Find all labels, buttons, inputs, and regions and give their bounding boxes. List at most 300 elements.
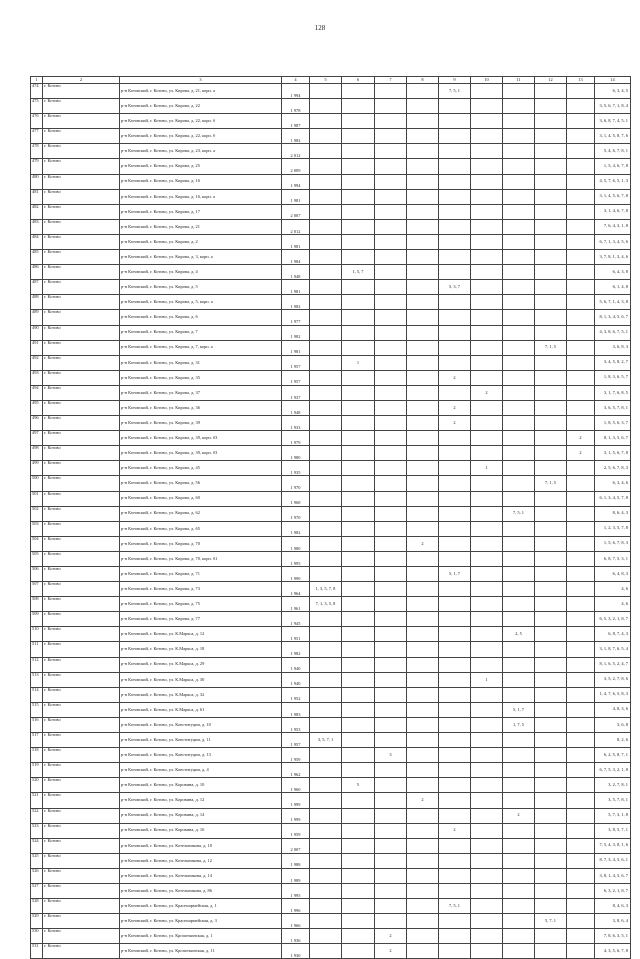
table-cell — [535, 174, 567, 189]
table-cell — [535, 853, 567, 868]
table-cell — [535, 461, 567, 476]
table-cell — [471, 99, 503, 114]
table-row — [31, 778, 631, 793]
table-row — [31, 883, 631, 898]
table-cell — [407, 84, 439, 99]
table-cell — [439, 929, 471, 944]
table-cell — [310, 370, 342, 385]
table-cell: р-н Котовский, г. Котово, ул. Кирова, д. 16 — [120, 174, 282, 189]
table-cell: р-н Котовский, г. Котово, ул. Кирова, д. 65 — [120, 521, 282, 536]
table-cell: 480 — [31, 174, 43, 189]
table-cell — [471, 823, 503, 838]
table-cell: 3, 1, 7, 6, 8, 5 — [595, 385, 631, 400]
table-row — [31, 114, 631, 129]
table-cell: 5, 7, 1 — [535, 914, 567, 929]
table-row — [31, 400, 631, 415]
column-header: 12 — [535, 77, 567, 84]
table-cell: г. Котово — [43, 114, 120, 129]
table-cell: 4, 3, 5, 6, 7, 8 — [595, 944, 631, 959]
table-cell: 2 012 — [282, 219, 310, 234]
table-row — [31, 506, 631, 521]
table-cell: 3, 1, 8, 7, 6, 5, 4 — [595, 642, 631, 657]
table-cell: г. Котово — [43, 868, 120, 883]
table-cell — [342, 612, 375, 627]
table-cell — [375, 778, 407, 793]
table-cell: г. Котово — [43, 189, 120, 204]
table-cell — [342, 385, 375, 400]
table-cell — [439, 536, 471, 551]
table-cell — [310, 672, 342, 687]
table-cell — [439, 385, 471, 400]
table-cell: 482 — [31, 204, 43, 219]
table-row — [31, 129, 631, 144]
table-cell: 5, 4, 6, 7, 8, 1 — [595, 144, 631, 159]
table-cell: 1 982 — [282, 129, 310, 144]
table-cell: 494 — [31, 385, 43, 400]
table-cell: 7, 6, 4, 3, 1, 8 — [595, 219, 631, 234]
table-cell: 1 999 — [282, 793, 310, 808]
table-cell — [471, 310, 503, 325]
table-cell — [310, 506, 342, 521]
table-cell: г. Котово — [43, 853, 120, 868]
table-cell: 1 959 — [282, 748, 310, 763]
table-cell — [535, 717, 567, 732]
table-cell: 519 — [31, 763, 43, 778]
table-cell — [439, 597, 471, 612]
table-cell — [407, 687, 439, 702]
table-cell: 2 009 — [282, 159, 310, 174]
table-cell — [310, 84, 342, 99]
table-cell — [503, 778, 535, 793]
table-cell: 1 952 — [282, 687, 310, 702]
table-cell: р-н Котовский, г. Котово, ул. К.Маркса, д. 18 — [120, 642, 282, 657]
table-cell — [342, 672, 375, 687]
table-row — [31, 340, 631, 355]
table-cell — [342, 657, 375, 672]
table-cell: 1 980 — [282, 536, 310, 551]
table-cell — [342, 506, 375, 521]
table-cell — [567, 84, 595, 99]
table-cell: г. Котово — [43, 627, 120, 642]
table-cell: 483 — [31, 219, 43, 234]
table-cell — [535, 868, 567, 883]
table-cell — [407, 778, 439, 793]
table-cell — [535, 687, 567, 702]
table-cell: г. Котово — [43, 687, 120, 702]
table-row — [31, 385, 631, 400]
table-cell: 531 — [31, 944, 43, 959]
table-cell — [503, 748, 535, 763]
table-cell — [342, 476, 375, 491]
table-row — [31, 853, 631, 868]
table-cell: 477 — [31, 129, 43, 144]
table-row — [31, 748, 631, 763]
table-cell — [439, 883, 471, 898]
table-cell — [342, 174, 375, 189]
table-cell: г. Котово — [43, 400, 120, 415]
table-cell — [471, 506, 503, 521]
table-cell — [567, 250, 595, 265]
table-cell — [471, 491, 503, 506]
table-cell — [342, 702, 375, 717]
table-cell — [535, 582, 567, 597]
table-cell: 7, 5, 1 — [503, 506, 535, 521]
table-row — [31, 567, 631, 582]
table-cell — [342, 295, 375, 310]
table-cell: 1 966 — [282, 914, 310, 929]
table-cell — [439, 702, 471, 717]
table-cell: 5 — [342, 778, 375, 793]
table-cell: 525 — [31, 853, 43, 868]
table-cell: 490 — [31, 325, 43, 340]
table-cell — [439, 340, 471, 355]
table-cell — [407, 129, 439, 144]
table-cell: 3, 5, 7, 8, 1 — [595, 793, 631, 808]
table-cell — [535, 567, 567, 582]
table-row — [31, 476, 631, 491]
table-cell — [439, 431, 471, 446]
table-cell — [342, 446, 375, 461]
table-cell — [503, 476, 535, 491]
table-cell — [503, 204, 535, 219]
table-cell — [310, 551, 342, 566]
table-cell — [535, 204, 567, 219]
table-cell — [310, 853, 342, 868]
table-cell — [407, 159, 439, 174]
table-cell: 1 962 — [282, 763, 310, 778]
table-cell — [375, 793, 407, 808]
table-cell — [535, 310, 567, 325]
table-cell — [503, 763, 535, 778]
table-cell — [567, 385, 595, 400]
table-row — [31, 582, 631, 597]
table-cell — [535, 778, 567, 793]
table-cell — [535, 325, 567, 340]
table-cell — [342, 868, 375, 883]
table-cell — [407, 899, 439, 914]
table-cell — [535, 219, 567, 234]
table-cell — [375, 370, 407, 385]
table-cell: 485 — [31, 250, 43, 265]
table-cell: 496 — [31, 416, 43, 431]
table-cell — [407, 929, 439, 944]
table-cell — [342, 204, 375, 219]
table-cell — [567, 687, 595, 702]
table-cell — [535, 536, 567, 551]
table-cell: 3, 8, 5, 7, 1 — [595, 823, 631, 838]
table-cell: 4, 3, 8, 6, 7, 5, 1 — [595, 325, 631, 340]
table-cell — [471, 129, 503, 144]
table-cell — [471, 627, 503, 642]
table-cell: р-н Котовский, г. Котово, ул. Кирова, д. 73 — [120, 582, 282, 597]
table-cell — [310, 416, 342, 431]
table-cell — [342, 491, 375, 506]
table-cell: 8, 7, 3, 4, 5, 6, 1 — [595, 853, 631, 868]
table-cell: 497 — [31, 431, 43, 446]
table-cell — [375, 84, 407, 99]
table-cell: 4, 6 — [595, 597, 631, 612]
table-cell: 4, 8, 3, 6 — [595, 702, 631, 717]
table-cell: 495 — [31, 400, 43, 415]
table-cell: г. Котово — [43, 431, 120, 446]
table-cell: г. Котово — [43, 823, 120, 838]
table-cell — [503, 733, 535, 748]
table-cell — [310, 431, 342, 446]
table-cell — [535, 551, 567, 566]
table-cell — [567, 355, 595, 370]
table-cell: г. Котово — [43, 883, 120, 898]
table-cell — [471, 717, 503, 732]
table-cell: р-н Котовский, г. Котово, ул. Кирова, д. 39, корп. б3 — [120, 446, 282, 461]
table-cell — [310, 144, 342, 159]
table-cell — [407, 325, 439, 340]
table-cell: 521 — [31, 793, 43, 808]
table-cell: 1, 5, 6, 7, 8, 3 — [595, 536, 631, 551]
table-cell: р-н Котовский, г. Котово, ул. Кирова, д. 70 — [120, 536, 282, 551]
table-cell — [407, 582, 439, 597]
table-row — [31, 733, 631, 748]
table-cell — [567, 189, 595, 204]
table-cell — [375, 491, 407, 506]
table-row — [31, 84, 631, 99]
table-cell: 3, 5, 6, 7, 1, 8, 4 — [595, 99, 631, 114]
table-cell: 1 983 — [282, 702, 310, 717]
table-cell: 1 957 — [282, 733, 310, 748]
table-cell — [535, 883, 567, 898]
table-cell — [375, 627, 407, 642]
table-cell — [471, 325, 503, 340]
table-cell — [535, 416, 567, 431]
table-cell: 1 980 — [282, 446, 310, 461]
table-cell — [503, 868, 535, 883]
table-cell — [310, 717, 342, 732]
table-cell — [535, 189, 567, 204]
table-cell — [471, 748, 503, 763]
table-cell — [407, 461, 439, 476]
table-cell: 3, 6, 8, 3 — [595, 340, 631, 355]
table-cell: 6, 7, 1, 3, 4, 5, 6 — [595, 234, 631, 249]
table-cell: р-н Котовский, г. Котово, ул. Кирова, д. 16, корп. а — [120, 189, 282, 204]
table-cell — [439, 310, 471, 325]
table-cell — [375, 853, 407, 868]
table-row — [31, 944, 631, 959]
table-cell: г. Котово — [43, 808, 120, 823]
table-cell — [375, 838, 407, 853]
table-cell: 529 — [31, 914, 43, 929]
table-cell: 1 989 — [282, 868, 310, 883]
table-cell: р-н Котовский, г. Котово, ул. Кирова, д. 21 — [120, 219, 282, 234]
table-cell — [503, 370, 535, 385]
table-cell — [567, 280, 595, 295]
table-cell: 2 007 — [282, 838, 310, 853]
table-cell: 6, 1, 4, 8 — [595, 280, 631, 295]
table-row — [31, 914, 631, 929]
table-cell — [535, 431, 567, 446]
table-cell: 1 948 — [282, 400, 310, 415]
table-cell: 487 — [31, 280, 43, 295]
column-header: 14 — [595, 77, 631, 84]
table-header-row — [31, 77, 631, 84]
table-row — [31, 250, 631, 265]
table-cell: 1, 8, 3, 6, 5, 7 — [595, 370, 631, 385]
table-cell: 7, 5, 1 — [439, 899, 471, 914]
table-cell — [439, 250, 471, 265]
table-row — [31, 310, 631, 325]
table-cell — [310, 944, 342, 959]
table-cell: р-н Котовский, г. Котово, ул. К.Маркса, д. 30 — [120, 672, 282, 687]
table-cell — [503, 234, 535, 249]
table-cell: 504 — [31, 536, 43, 551]
table-cell — [375, 250, 407, 265]
table-cell: 6, 3, 2, 1, 8, 7 — [595, 883, 631, 898]
table-cell — [471, 446, 503, 461]
table-cell — [535, 944, 567, 959]
table-cell — [407, 823, 439, 838]
table-row — [31, 551, 631, 566]
table-cell — [503, 416, 535, 431]
table-cell — [535, 506, 567, 521]
table-cell: 1 930 — [282, 944, 310, 959]
table-row — [31, 416, 631, 431]
table-cell — [407, 370, 439, 385]
table-cell — [342, 642, 375, 657]
table-cell: 2, 5, 6, 7, 8, 3 — [595, 461, 631, 476]
table-cell — [471, 234, 503, 249]
table-cell — [471, 582, 503, 597]
table-row — [31, 144, 631, 159]
table-cell: 1 935 — [282, 461, 310, 476]
table-cell — [567, 868, 595, 883]
table-cell — [567, 416, 595, 431]
table-cell: р-н Котовский, г. Котово, ул. Кирова, д. 39 — [120, 416, 282, 431]
table-cell: 7, 8, 6, 3, 5, 1 — [595, 929, 631, 944]
table-cell — [439, 748, 471, 763]
table-cell — [375, 733, 407, 748]
table-cell — [535, 295, 567, 310]
table-cell — [503, 355, 535, 370]
table-cell: 2, 5 — [503, 627, 535, 642]
table-cell — [567, 642, 595, 657]
table-row — [31, 657, 631, 672]
table-cell — [503, 310, 535, 325]
table-cell — [342, 521, 375, 536]
table-cell: р-н Котовский, г. Котово, ул. Коровина, д. 10 — [120, 778, 282, 793]
table-cell: р-н Котовский, г. Котово, ул. Кирова, д. 75 — [120, 597, 282, 612]
table-cell: р-н Котовский, г. Котово, ул. К.Маркса, д. 12 — [120, 627, 282, 642]
table-cell: 6, 4, 8, 3 — [595, 567, 631, 582]
table-cell — [535, 84, 567, 99]
table-cell: р-н Котовский, г. Котово, ул. Кирова, д. 22, корп. б — [120, 114, 282, 129]
table-cell: р-н Котовский, г. Котово, ул. Кирова, д. 5 — [120, 280, 282, 295]
table-cell — [503, 672, 535, 687]
table-cell — [567, 627, 595, 642]
table-cell: 513 — [31, 672, 43, 687]
table-cell: 1 981 — [282, 189, 310, 204]
table-cell: 1 995 — [282, 883, 310, 898]
table-cell — [439, 657, 471, 672]
table-cell: 518 — [31, 748, 43, 763]
table-cell: г. Котово — [43, 597, 120, 612]
table-cell: р-н Котовский, г. Котово, ул. Кирова, д. 77 — [120, 612, 282, 627]
table-cell — [342, 853, 375, 868]
table-cell — [310, 702, 342, 717]
table-cell: 2 — [375, 944, 407, 959]
data-table — [30, 76, 631, 959]
table-cell — [471, 521, 503, 536]
table-cell — [471, 853, 503, 868]
table-cell — [310, 763, 342, 778]
table-cell — [375, 446, 407, 461]
table-cell: 511 — [31, 642, 43, 657]
table-cell — [567, 491, 595, 506]
table-row — [31, 838, 631, 853]
table-cell — [471, 793, 503, 808]
table-row — [31, 99, 631, 114]
table-cell — [375, 899, 407, 914]
table-cell — [407, 733, 439, 748]
table-cell: 1 995 — [282, 551, 310, 566]
table-cell — [439, 355, 471, 370]
table-row — [31, 461, 631, 476]
table-cell — [375, 612, 407, 627]
table-cell — [375, 416, 407, 431]
table-cell — [471, 416, 503, 431]
table-cell — [567, 144, 595, 159]
table-row — [31, 355, 631, 370]
table-cell — [503, 853, 535, 868]
table-cell — [310, 461, 342, 476]
table-cell: г. Котово — [43, 461, 120, 476]
table-row — [31, 280, 631, 295]
table-cell: 7, 1, 5 — [535, 340, 567, 355]
table-cell — [407, 310, 439, 325]
table-cell: р-н Котовский, г. Котово, ул. Красноармейская, д. 3 — [120, 914, 282, 929]
table-cell — [567, 914, 595, 929]
table-cell — [407, 385, 439, 400]
table-cell: 2 — [471, 385, 503, 400]
table-cell: 3, 6, 8, 7, 4, 5, 1 — [595, 114, 631, 129]
table-cell — [503, 461, 535, 476]
table-cell — [471, 400, 503, 415]
table-cell — [439, 521, 471, 536]
table-cell — [439, 325, 471, 340]
table-cell — [471, 929, 503, 944]
table-cell: 2 — [407, 536, 439, 551]
table-cell — [407, 114, 439, 129]
table-cell — [567, 899, 595, 914]
table-cell — [503, 491, 535, 506]
table-cell — [535, 491, 567, 506]
table-cell — [375, 476, 407, 491]
table-cell — [310, 808, 342, 823]
table-cell: 506 — [31, 567, 43, 582]
table-cell — [503, 642, 535, 657]
table-cell — [407, 717, 439, 732]
page-number: 128 — [314, 24, 326, 32]
table-cell: 1 — [342, 355, 375, 370]
table-cell: 3, 5, 2, 7, 8, 6 — [595, 672, 631, 687]
table-cell — [310, 325, 342, 340]
table-cell: 498 — [31, 446, 43, 461]
table-cell — [471, 174, 503, 189]
table-cell — [310, 446, 342, 461]
table-cell: 8, 4, 6, 3 — [595, 899, 631, 914]
table-cell — [342, 597, 375, 612]
table-cell: 2 — [375, 929, 407, 944]
table-cell — [439, 778, 471, 793]
table-cell: 523 — [31, 823, 43, 838]
table-cell — [503, 129, 535, 144]
